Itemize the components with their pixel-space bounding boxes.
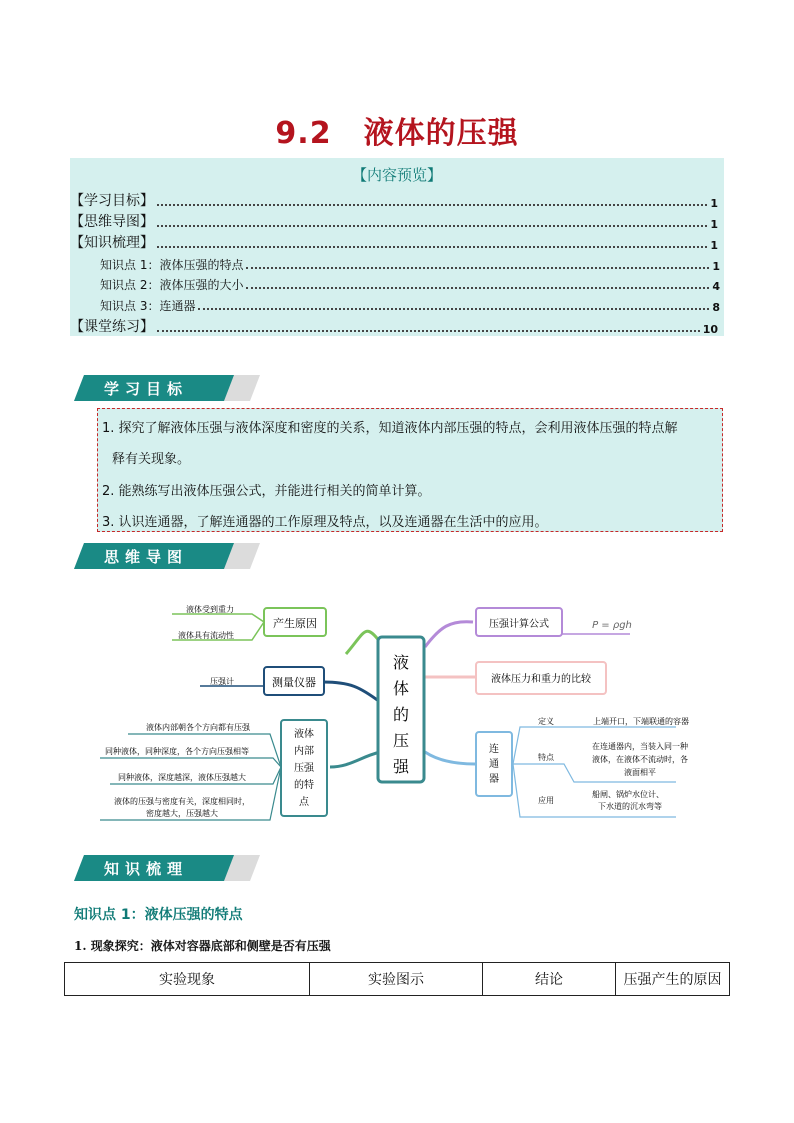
toc-page: 1	[712, 260, 720, 273]
center-char-1: 液	[392, 653, 410, 672]
vessel-feature-key: 特点	[538, 753, 554, 762]
features-line-1: 液体	[294, 729, 314, 740]
toc-row-goals[interactable]	[70, 190, 718, 210]
toc-label: 知识点 1：液体压强的特点	[100, 258, 244, 272]
toc-leader	[157, 225, 707, 227]
features-line-4: 的特	[294, 780, 314, 791]
leaf-manometer: 压强计	[210, 677, 234, 686]
banner-text: 思维导图	[104, 548, 189, 566]
features-line-3: 压强	[294, 763, 314, 774]
vessel-char-2: 通	[489, 759, 499, 770]
leaf-features-4: 液体的压强与密度有关，深度相同时，	[114, 797, 250, 806]
toc-row-point1[interactable]	[100, 256, 720, 273]
page-title	[0, 108, 794, 152]
toc-label: 【课堂练习】	[70, 319, 154, 335]
leaf-features-2: 同种液体，同种深度，各个方向压强相等	[105, 747, 249, 756]
goal-2: 2. 能熟练写出液体压强公式，并能进行相关的简单计算。	[102, 484, 431, 499]
goal-1-line-2: 释有关现象。	[112, 452, 191, 467]
table-header-cell: 实验图示	[310, 963, 483, 996]
center-char-2: 体	[392, 679, 410, 698]
toc-page: 1	[710, 218, 718, 231]
toc-page: 8	[712, 301, 720, 314]
table-header-cell: 压强产生的原因	[616, 963, 730, 996]
toc-label: 【思维导图】	[70, 214, 154, 230]
toc-page: 1	[710, 239, 718, 252]
vessel-definition-text: 上端开口，下端联通的容器	[593, 717, 689, 726]
leaf-features-3: 同种液体，深度越深，液体压强越大	[118, 773, 246, 782]
experiment-table	[64, 962, 730, 996]
toc-page: 4	[712, 280, 720, 293]
toc-row-mindmap[interactable]	[70, 211, 718, 231]
features-line-2: 内部	[294, 746, 314, 757]
mind-map	[90, 592, 710, 832]
center-char-3: 的	[392, 705, 410, 724]
knowledge-point-title: 知识点 1：液体压强的特点	[74, 907, 243, 923]
vessel-application-line-2: 下水道的沉水弯等	[598, 802, 662, 811]
vessel-char-1: 连	[489, 744, 499, 755]
node-compare-label: 液体压力和重力的比较	[491, 674, 591, 685]
toc-row-point3[interactable]	[100, 297, 720, 314]
center-char-4: 压	[392, 731, 410, 750]
vessel-application-key: 应用	[538, 796, 554, 805]
node-instrument-label: 测量仪器	[272, 676, 316, 689]
node-formula-label: 压强计算公式	[489, 619, 549, 630]
toc-label: 知识点 2：液体压强的大小	[100, 278, 244, 292]
table-of-contents	[70, 158, 724, 336]
leaf-features-5: 密度越大，压强越大	[146, 809, 218, 818]
center-char-5: 强	[392, 757, 410, 776]
banner-text: 学习目标	[104, 380, 189, 398]
title-text: 液体的压强	[363, 116, 519, 151]
toc-leader	[157, 204, 707, 206]
toc-leader	[157, 330, 700, 332]
title-number: 9.2	[275, 116, 332, 151]
toc-label: 【知识梳理】	[70, 235, 154, 251]
toc-leader	[198, 308, 709, 310]
banner-text: 知识梳理	[104, 860, 189, 878]
subsection-title: 1. 现象探究：液体对容器底部和侧壁是否有压强	[74, 939, 331, 953]
toc-label: 知识点 3：连通器	[100, 299, 196, 313]
leaf-formula: P = ρgh	[592, 620, 632, 631]
vessel-application-line-1: 船闸、锅炉水位计、	[592, 790, 664, 799]
toc-label: 【学习目标】	[70, 193, 154, 209]
vessel-feature-line-1: 在连通器内，当装入同一种	[592, 742, 688, 751]
section-banner-knowledge	[74, 855, 260, 881]
leaf-gravity: 液体受到重力	[186, 605, 234, 614]
learning-goals-box	[97, 408, 723, 532]
features-line-5: 点	[299, 797, 309, 808]
toc-row-exercises[interactable]	[70, 316, 718, 336]
toc-page: 10	[702, 323, 718, 336]
table-header-row	[65, 963, 730, 996]
leaf-features-1: 液体内部朝各个方向都有压强	[146, 723, 250, 732]
vessel-feature-line-2: 液体，在液体不流动时，各	[592, 755, 688, 764]
toc-row-knowledge[interactable]	[70, 232, 718, 252]
vessel-char-3: 器	[489, 774, 499, 785]
toc-leader	[157, 246, 707, 248]
toc-leader	[246, 287, 709, 289]
goal-1-line-1: 1. 探究了解液体压强与液体深度和密度的关系，知道液体内部压强的特点，会利用液体压强的特点解	[102, 421, 678, 436]
toc-row-point2[interactable]	[100, 276, 720, 293]
table-header-cell: 实验现象	[65, 963, 310, 996]
toc-leader	[246, 267, 709, 269]
section-banner-goals	[74, 375, 260, 401]
node-cause-label: 产生原因	[273, 617, 317, 630]
section-banner-mindmap	[74, 543, 260, 569]
vessel-definition-key: 定义	[538, 717, 554, 726]
leaf-fluidity: 液体具有流动性	[178, 631, 234, 640]
vessel-feature-line-3: 液面相平	[624, 768, 656, 777]
toc-page: 1	[710, 197, 718, 210]
table-header-cell: 结论	[483, 963, 616, 996]
goal-3: 3. 认识连通器，了解连通器的工作原理及特点，以及连通器在生活中的应用。	[102, 515, 548, 530]
toc-heading: 【内容预览】	[351, 166, 442, 184]
